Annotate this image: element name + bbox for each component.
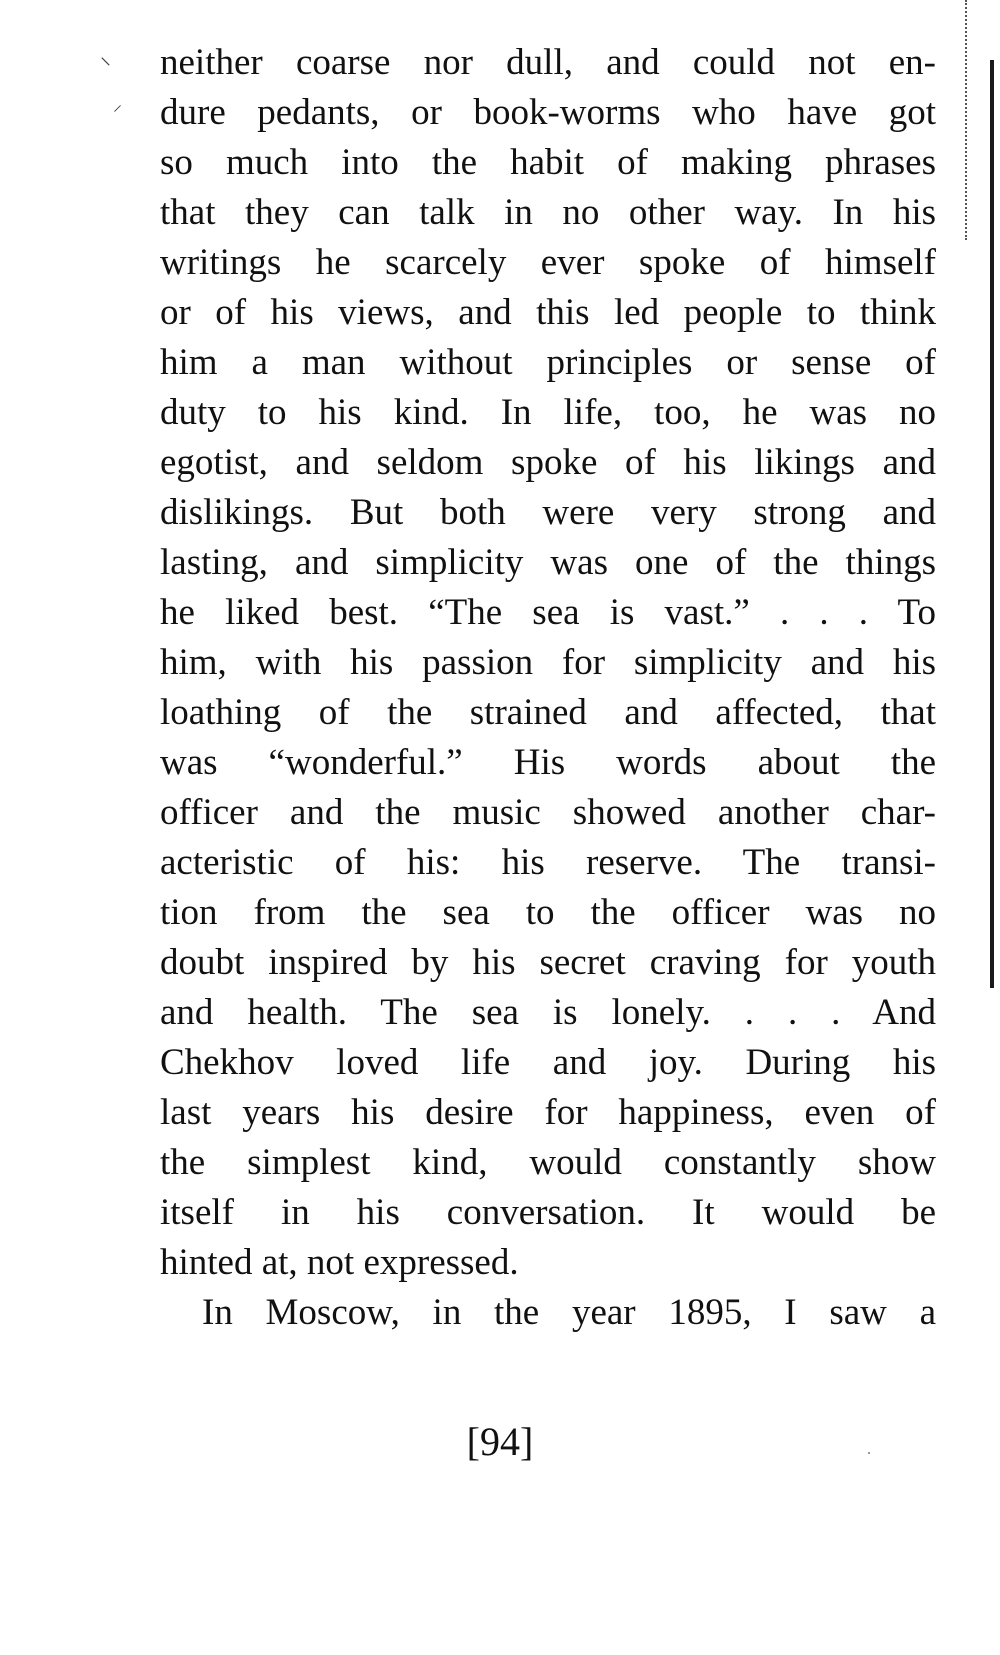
paragraph-end-line: hinted at, not expressed. [160, 1242, 519, 1283]
paper-speck [868, 1452, 870, 1454]
text-line: Chekhov loved life and joy. During his [160, 1042, 936, 1083]
text-line: loathing of the strained and affected, that [160, 692, 936, 733]
text-line: dure pedants, or book-worms who have got [160, 92, 936, 133]
text-line: itself in his conversation. It would be [160, 1192, 936, 1233]
text-line: lasting, and simplicity was one of the things [160, 542, 936, 583]
text-line: the simplest kind, would constantly show [160, 1142, 936, 1183]
text-line: so much into the habit of making phrases [160, 142, 936, 183]
text-line: was “wonderful.” His words about the [160, 742, 936, 783]
text-line: doubt inspired by his secret craving for youth [160, 942, 936, 983]
text-line: officer and the music showed another char- [160, 792, 936, 833]
text-line: duty to his kind. In life, too, he was no [160, 392, 936, 433]
text-line: tion from the sea to the officer was no [160, 892, 936, 933]
text-line: that they can talk in no other way. In his [160, 192, 936, 233]
text-line: last years his desire for happiness, even of [160, 1092, 936, 1133]
paragraph-start-line: In Moscow, in the year 1895, I saw a [202, 1292, 936, 1333]
text-line: and health. The sea is lonely. . . . And [160, 992, 936, 1033]
page-number: [94] [466, 1419, 534, 1464]
margin-pencil-mark: ⸍ [113, 102, 122, 123]
text-line: writings he scarcely ever spoke of himself [160, 242, 936, 283]
page-edge-dots [965, 0, 975, 240]
margin-pencil-mark: ⸌ [100, 54, 112, 79]
text-line: him a man without principles or sense of [160, 342, 936, 383]
text-line: egotist, and seldom spoke of his likings and [160, 442, 936, 483]
text-line: or of his views, and this led people to think [160, 292, 936, 333]
text-line: acteristic of his: his reserve. The transi- [160, 842, 936, 883]
text-line: him, with his passion for simplicity and his [160, 642, 936, 683]
page-edge-shadow [990, 60, 994, 988]
text-line: dislikings. But both were very strong and [160, 492, 936, 533]
body-text [160, 38, 936, 1338]
text-line: he liked best. “The sea is vast.” . . . To [160, 592, 936, 633]
text-line: neither coarse nor dull, and could not en- [160, 42, 936, 83]
